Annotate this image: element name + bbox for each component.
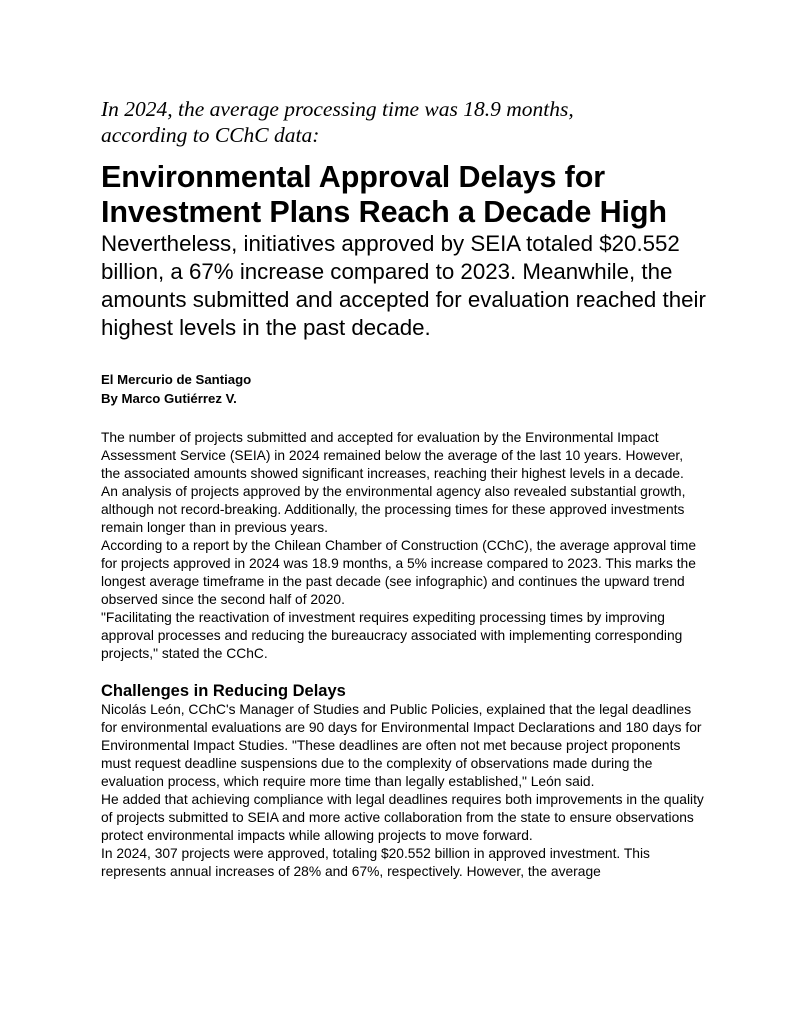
- body-paragraph: An analysis of projects approved by the environmental agency also revealed substantial growth, although not record-breaking. Additionally, the processing times for these approved investments remain longer than in previous years.: [101, 484, 686, 535]
- section-paragraph: He added that achieving compliance with legal deadlines requires both improvements in the quality of projects submitted to SEIA and more active collaboration from the state to ensure observations protect environmental impacts while allowing projects to move forward.: [101, 792, 704, 843]
- section-body: [101, 701, 706, 881]
- body-paragraph: The number of projects submitted and accepted for evaluation by the Environmental Impact Assessment Service (SEIA) in 2024 remained below the average of the last 10 years. However, the associated amounts showed significant increases, reaching their highest levels in a decade.: [101, 430, 684, 481]
- author-name: By Marco Gutiérrez V.: [101, 391, 237, 406]
- body-paragraph: According to a report by the Chilean Chamber of Construction (CChC), the average approval time for projects approved in 2024 was 18.9 months, a 5% increase compared to 2023. This marks the longest average timeframe in the past decade (see infographic) and continues the upward trend observed since the second half of 2020.: [101, 538, 697, 607]
- byline: [101, 370, 706, 408]
- publication-name: El Mercurio de Santiago: [101, 372, 252, 387]
- section-paragraph: Nicolás León, CChC's Manager of Studies and Public Policies, explained that the legal deadlines for environmental evaluations are 90 days for Environmental Impact Declarations and 180 days for Environmental Impact Studies. "These deadlines are often not met because project proponents must request deadline suspensions due to the complexity of observations made during the evaluation process, which require more time than legally established," León said.: [101, 702, 702, 789]
- article: [101, 96, 706, 881]
- article-subheadline: Nevertheless, initiatives approved by SEIA totaled $20.552 billion, a 67% increase compared to 2023. Meanwhile, the amounts submitted and accepted for evaluation reached their highest levels in the past decade.: [101, 231, 706, 340]
- section-heading: Challenges in Reducing Delays: [101, 682, 346, 700]
- section-paragraph: In 2024, 307 projects were approved, totaling $20.552 billion in approved investment. This represents annual increases of 28% and 67%, respectively. However, the average: [101, 846, 650, 879]
- article-kicker: In 2024, the average processing time was 18.9 months, according to CChC data:: [101, 97, 574, 147]
- article-body: [101, 429, 706, 663]
- body-paragraph: "Facilitating the reactivation of investment requires expediting processing times by improving approval processes and reducing the bureaucracy associated with implementing corresponding projects," stated the CChC.: [101, 610, 683, 661]
- article-headline: Environmental Approval Delays for Investment Plans Reach a Decade High: [101, 160, 667, 229]
